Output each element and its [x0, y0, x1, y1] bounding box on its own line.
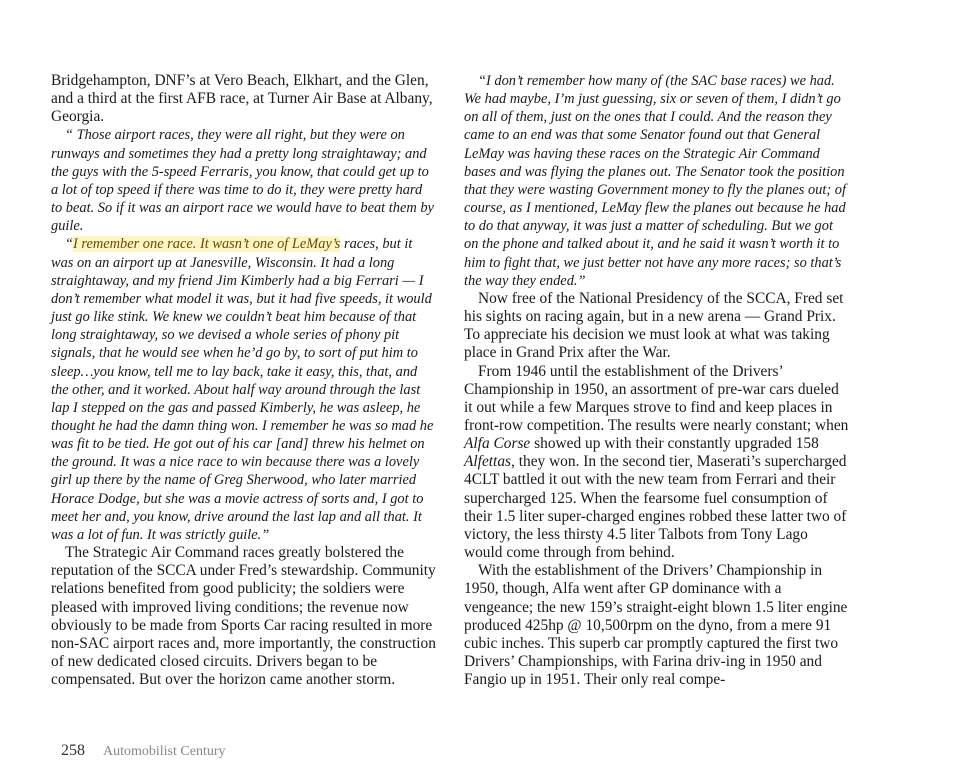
paragraph-grand-prix: Now free of the National Presidency of the SCCA, Fred set his sights on racing again, but in a new arena — Grand Prix. To appreciate his decision we must look at what was taking place in Grand Prix after the War. [464, 289, 844, 362]
highlighted-text[interactable]: I remember one race. It wasn’t one of LeMay’s [73, 236, 341, 253]
quote-janesville-rest: races, but it was on an airport up at Janesville, Wisconsin. It had a long straightaway, and my friend Jim Kimberly had a big Ferrari — I don’t remember what model it was, but it had five speeds, it would just go like stink. We knew we couldn’t beat him because of that long straightaway, so we devised a whole series of phony pit signals, that he would see when he’d go by, to sort of put him to sleep…you know, tell me to lay back, take it easy, this, that, and the other, and it worked. About half way around through the last lap I stepped on the gas and passed Kimberly, he was asleep, he thought he had the damn thing won. I remember he was so mad he was fit to be tied. He got out of his car [and] threw his helmet on the ground. It was a nice race to win because there was a lovely girl up there by the name of Greg Sherwood, who later married Horace Dodge, but she was a movie actress of sorts and, I got to meet her and, you know, drive around the last lap and all that. It was a lot of fun. It was strictly guile.” [51, 236, 434, 543]
book-title: Automobilist Century [103, 744, 226, 759]
right-column [464, 72, 850, 689]
paragraph-drivers-championship: With the establishment of the Drivers’ Championship in 1950, though, Alfa went after GP dominance with a vengeance; the new 159’s straight-eight blown 1.5 liter engine produced 425hp @ 10,500rpm on the dyno, from a mere 91 cubic inches. This superb car promptly captured the first two Drivers’ Championships, with Farina driv-ing in 1950 and Fangio up in 1951. Their only real compe- [464, 562, 848, 689]
postwar-text-c: , they won. In the second tier, Maserati’s supercharged 4CLT battled it out with the new team from Ferrari and their supercharged 125. When the fearsome fuel consumption of their 1.5 liter super-charged engines robbed these latter two of victory, the less thirsty 4.5 liter Talbots from Tony Lago would come through from behind. [464, 453, 847, 562]
postwar-text-b: showed up with their constantly upgraded 158 [530, 435, 819, 453]
left-column [51, 72, 436, 689]
postwar-text-a: From 1946 until the establishment of the Drivers’ Championship in 1950, an assortment of pre-war cars dueled it out while a few Marques strove to find and keep places in front-row competition. The results were nearly constant; when [464, 362, 849, 434]
quote-open-mark: “ [65, 236, 74, 253]
page-number: 258 [61, 742, 85, 759]
paragraph-race-results: Bridgehampton, DNF’s at Vero Beach, Elkhart, and the Glen, and a third at the first AFB race, at Turner Air Base at Albany, Georgia. [51, 72, 433, 126]
quote-airport-races: “ Those airport races, they were all right, but they were on runways and sometimes they had a pretty long straightaway; and the guys with the 5-speed Ferraris, you know, that could get up to a lot of top speed if there was time to do it, they were pretty hard to beat. So if it was an airport race we would have to beat them by guile. [51, 127, 434, 235]
alfettas-term: Alfettas [464, 453, 512, 471]
alfa-corse-term: Alfa Corse [464, 435, 531, 453]
paragraph-postwar-gp [464, 363, 850, 563]
quote-sac-base-races: “I don’t remember how many of (the SAC base races) we had. We had maybe, I’m just guessing, six or seven of them, I didn’t go on all of them, just on the ones that I could. And the reason they came to an end was that some Senator found out that General LeMay was having these races on the Strategic Air Command bases and was flying the planes out. The Senator took the position that they were wasting Government money to fly the planes out; of course, as I mentioned, LeMay flew the planes out because he had to do that anyway, it was just a matter of scheduling. But we got on the phone and talked about it, and he said it wasn’t worth it to him to fight that, we just better not have any more races; so that’s the way they ended.” [464, 73, 846, 289]
quote-janesville-race [51, 235, 436, 544]
page-footer [61, 742, 226, 760]
paragraph-sac-reputation: The Strategic Air Command races greatly bolstered the reputation of the SCCA under Fred’s stewardship. Community relations benefited from good publicity; the soldiers were pleased with improved living conditions; the revenue now obviously to be made from Sports Car racing resulted in more non-SAC airport races and, more importantly, the construction of new dedicated closed circuits. Drivers began to be compensated. But over the horizon came another storm. [51, 544, 436, 689]
